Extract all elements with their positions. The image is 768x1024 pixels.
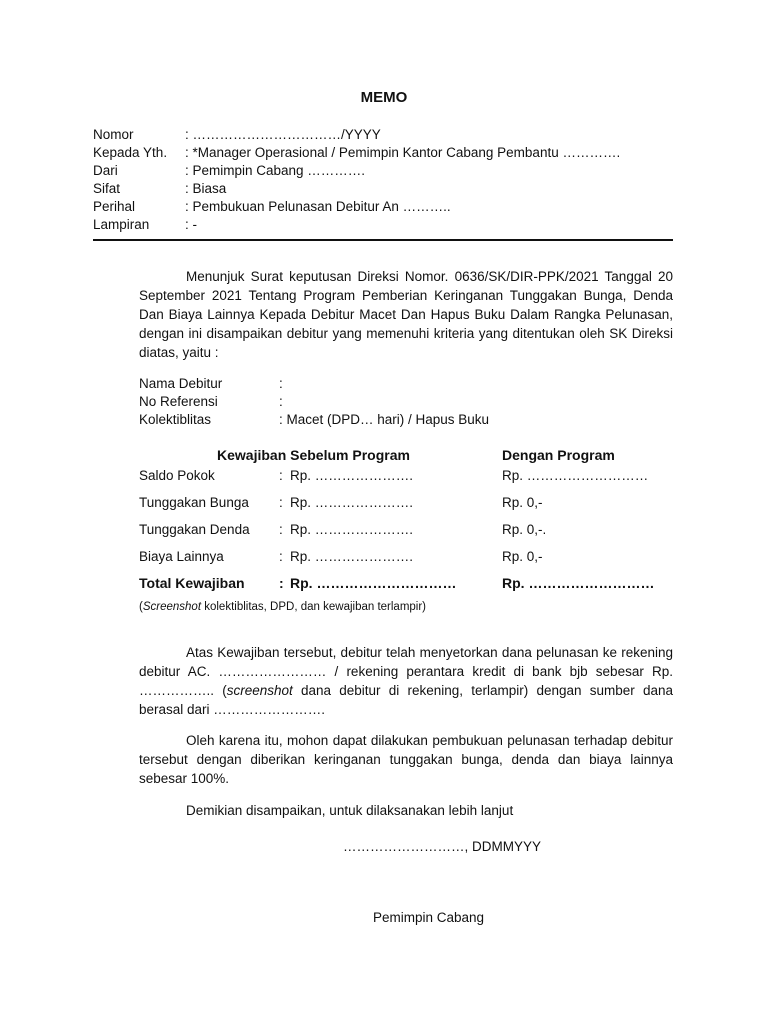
request-paragraph: Oleh karena itu, mohon dapat dilakukan pembukuan pelunasan terhadap debitur tersebut dengan diberikan keringanan tunggakan bunga, denda dan biaya lainnya sebesar 100%. <box>139 733 673 786</box>
table-row-before: Rp. …………………. <box>290 549 414 564</box>
debtor-value-nama: : <box>279 376 283 391</box>
signatory: Pemimpin Cabang <box>373 910 485 925</box>
intro-paragraph: Menunjuk Surat keputusan Direksi Nomor. 0636/SK/DIR-PPK/2021 Tanggal 20 September 2021 Tentang Program Pemberian Keringanan Tunggakan Bunga, Denda Dan Biaya Lainnya Kepada Debitur Macet Dan Hapus Buku Dalam Rangka Pelunasan, dengan ini disampaikan debitur yang memenuhi kriteria yang ditentukan oleh SK Direksi diatas, yaitu : <box>139 269 673 360</box>
table-row-label: Tunggakan Denda <box>139 522 250 537</box>
table-total-before: Rp. ………………………… <box>290 575 457 591</box>
memo-title: MEMO <box>360 89 408 106</box>
header-value-sifat: : Biasa <box>185 181 227 196</box>
table-row-label: Saldo Pokok <box>139 468 215 483</box>
debtor-label-kolektibilitas: Kolektiblitas <box>139 412 212 427</box>
debtor-value-referensi: : <box>279 394 283 409</box>
header-value-kepada: : *Manager Operasional / Pemimpin Kantor Cabang Pembantu …………. <box>185 145 621 160</box>
table-row-after: Rp. 0,- <box>502 549 543 564</box>
attachment-note <box>139 601 426 613</box>
debtor-label-nama: Nama Debitur <box>139 376 223 391</box>
header-value-lampiran: : - <box>185 217 197 232</box>
table-row-colon: : <box>279 495 283 510</box>
debtor-label-referensi: No Referensi <box>139 394 218 409</box>
table-header-after: Dengan Program <box>502 447 615 463</box>
date-line: ………………………, DDMMYYY <box>343 839 542 854</box>
table-row-colon: : <box>279 522 283 537</box>
table-row-label: Tunggakan Bunga <box>139 495 249 510</box>
table-row-colon: : <box>279 468 283 483</box>
note-italic: Screenshot <box>142 601 202 613</box>
note-open-paren: ( <box>139 601 143 613</box>
table-row-after: Rp. ……………………… <box>502 468 649 483</box>
table-row-after: Rp. 0,-. <box>502 522 547 537</box>
table-row-before: Rp. …………………. <box>290 495 414 510</box>
header-value-nomor: : ……………………………/YYYY <box>185 127 381 142</box>
payment-paragraph-italic: screenshot <box>226 683 293 698</box>
table-row-before: Rp. …………………. <box>290 522 414 537</box>
note-rest: kolektiblitas, DPD, dan kewajiban terlampir) <box>201 601 427 613</box>
table-row-after: Rp. 0,- <box>502 495 543 510</box>
header-label-dari: Dari <box>93 163 118 178</box>
table-total-after: Rp. ……………………… <box>502 575 655 591</box>
header-value-dari: : Pemimpin Cabang …………. <box>185 163 366 178</box>
table-row-colon: : <box>279 549 283 564</box>
header-label-nomor: Nomor <box>93 127 134 142</box>
payment-paragraph-part-a: Atas Kewajiban tersebut, debitur telah menyetorkan dana pelunasan ke rekening debitur AC. …………………… / rekening perantara kredit di bank bjb sebesar Rp. …………….. ( <box>139 645 673 698</box>
header-divider <box>93 239 673 241</box>
header-label-sifat: Sifat <box>93 181 121 196</box>
debtor-value-kolektibilitas: : Macet (DPD… hari) / Hapus Buku <box>279 412 490 427</box>
table-total-colon: : <box>279 575 284 591</box>
header-label-perihal: Perihal <box>93 199 136 214</box>
table-total-label: Total Kewajiban <box>139 575 245 591</box>
table-header-before: Kewajiban Sebelum Program <box>217 447 410 463</box>
table-row-before: Rp. …………………. <box>290 468 414 483</box>
table-row-label: Biaya Lainnya <box>139 549 224 564</box>
closing-sentence: Demikian disampaikan, untuk dilaksanakan lebih lanjut <box>186 803 514 818</box>
header-label-kepada: Kepada Yth. <box>93 145 168 160</box>
header-value-perihal: : Pembukuan Pelunasan Debitur An ……….. <box>185 199 451 214</box>
header-label-lampiran: Lampiran <box>93 217 150 232</box>
payment-paragraph-part-b: dana debitur di rekening, terlampir) dengan sumber dana berasal dari ……………………. <box>139 683 673 717</box>
payment-paragraph <box>139 643 673 719</box>
